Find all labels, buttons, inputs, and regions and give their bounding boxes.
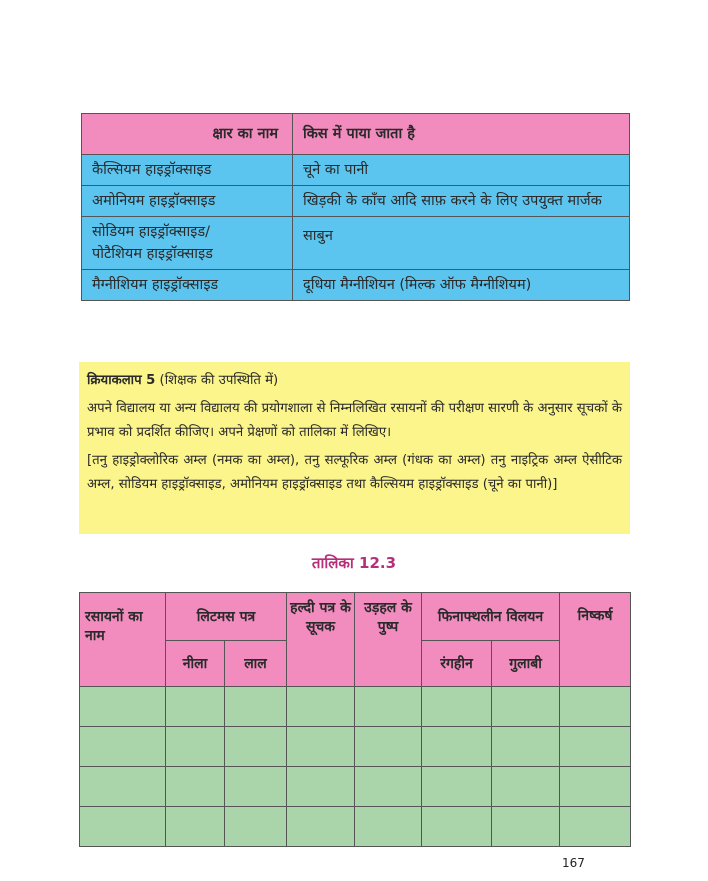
table-row [82, 270, 630, 301]
observation-cell [287, 687, 355, 727]
activity-instruction: अपने विद्यालय या अन्य विद्यालय की प्रयोगशाला से निम्नलिखित रसायनों की परीक्षण सारणी के अनुसार सूचकों के प्रभाव को प्रदर्शित कीजिए। अपने प्रेक्षणों को तालिका में लिखिए। [87, 401, 622, 440]
header-litmus: लिटमस पत्र [166, 593, 287, 641]
base-name-cell: सोडियम हाइड्रॉक्साइड/ पोटैशियम हाइड्रॉक्साइड [82, 217, 293, 270]
observation-cell [287, 807, 355, 847]
observation-cell [80, 727, 166, 767]
header-found-in: किस में पाया जाता है [293, 114, 630, 155]
page-number: 167 [562, 856, 585, 870]
header-phenolphthalein: फिनाफ्थलीन विलयन [422, 593, 560, 641]
observation-cell [355, 727, 422, 767]
table-row [82, 186, 630, 217]
observation-cell [166, 767, 225, 807]
observation-cell [492, 687, 560, 727]
observation-table-body [80, 687, 631, 847]
table-row [82, 155, 630, 186]
header-hibiscus: उड़हल के पुष्प [355, 593, 422, 687]
observation-cell [355, 767, 422, 807]
observation-cell [492, 727, 560, 767]
observation-cell [422, 727, 492, 767]
header-turmeric: हल्दी पत्र के सूचक [287, 593, 355, 687]
observation-cell [560, 807, 631, 847]
activity-box [79, 362, 630, 534]
observation-cell [492, 807, 560, 847]
observation-cell [422, 807, 492, 847]
base-name-cell: अमोनियम हाइड्रॉक्साइड [82, 186, 293, 217]
header-conclusion: निष्कर्ष [560, 593, 631, 687]
activity-title: क्रियाकलाप 5 [87, 373, 156, 388]
observation-cell [166, 727, 225, 767]
header-pink: गुलाबी [492, 641, 560, 687]
header-base-name: क्षार का नाम [82, 114, 293, 155]
table-caption: तालिका 12.3 [311, 554, 397, 572]
observation-cell [225, 687, 287, 727]
header-chemical-name: रसायनों का नाम [80, 593, 166, 687]
found-in-cell: साबुन [293, 217, 630, 270]
observation-cell [560, 727, 631, 767]
activity-title-note: (शिक्षक की उपस्थिति में) [155, 373, 279, 388]
observation-cell [422, 767, 492, 807]
observation-cell [560, 687, 631, 727]
base-sources-table [81, 113, 630, 301]
header-blue: नीला [166, 641, 225, 687]
observation-cell [225, 767, 287, 807]
activity-heading [87, 369, 622, 393]
found-in-cell: खिड़की के काँच आदि साफ़ करने के लिए उपयुक्त मार्जक [293, 186, 630, 217]
observation-cell [492, 767, 560, 807]
observation-cell [225, 807, 287, 847]
observation-cell [166, 687, 225, 727]
base-name-cell: कैल्सियम हाइड्रॉक्साइड [82, 155, 293, 186]
observation-cell [287, 727, 355, 767]
observation-cell [80, 687, 166, 727]
table-row [80, 767, 631, 807]
observation-cell [287, 767, 355, 807]
observation-cell [225, 727, 287, 767]
observation-cell [422, 687, 492, 727]
observation-cell [80, 767, 166, 807]
observation-cell [355, 807, 422, 847]
observation-cell [80, 807, 166, 847]
table-row [80, 807, 631, 847]
base-name-cell: मैग्नीशियम हाइड्रॉक्साइड [82, 270, 293, 301]
table-row [80, 727, 631, 767]
table-row [80, 687, 631, 727]
activity-chemicals: [तनु हाइड्रोक्लोरिक अम्ल (नमक का अम्ल), तनु सल्फूरिक अम्ल (गंधक का अम्ल) तनु नाइट्रिक अम्ल ऐसीटिक अम्ल, सोडियम हाइड्रॉक्साइड, अमोनियम हाइड्रॉक्साइड तथा कैल्सियम हाइड्रॉक्साइड (चूने का पानी)] [87, 453, 622, 492]
header-colorless: रंगहीन [422, 641, 492, 687]
found-in-cell: चूने का पानी [293, 155, 630, 186]
observation-table [79, 592, 631, 847]
observation-cell [355, 687, 422, 727]
header-red: लाल [225, 641, 287, 687]
table-row [82, 217, 630, 270]
observation-cell [560, 767, 631, 807]
observation-cell [166, 807, 225, 847]
found-in-cell: दूधिया मैग्नीशियन (मिल्क ऑफ मैग्नीशियम) [293, 270, 630, 301]
